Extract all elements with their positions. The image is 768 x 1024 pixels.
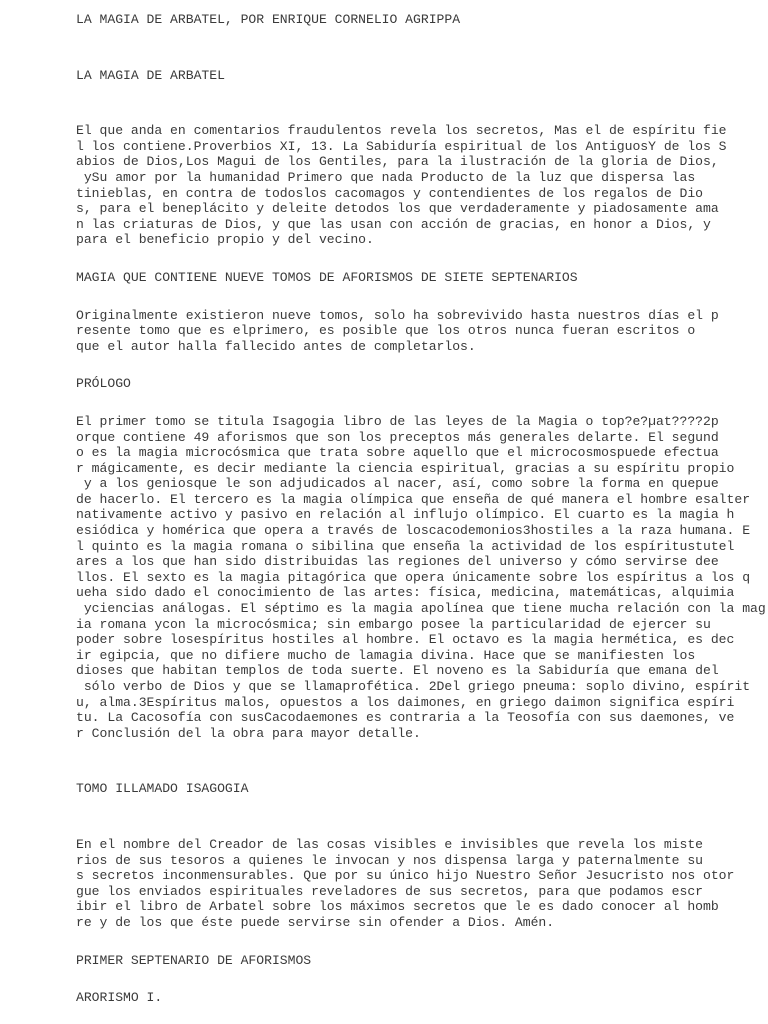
tomo-line: rios de sus tesoros a quienes le invocan y nos dispensa larga y paternalmente su: [76, 852, 704, 868]
prologue-line: yciencias análogas. El séptimo es la magia apolínea que tiene mucha relación con la mag: [76, 601, 766, 617]
section1-line: Originalmente existieron nueve tomos, solo ha sobrevivido hasta nuestros días el p: [76, 307, 719, 323]
prologue-line: ir egipcia, que no difiere mucho de lamagia divina. Hace que se manifiesten los: [76, 647, 696, 663]
intro-line: abios de Dios,Los Magui de los Gentiles, para la ilustración de la gloria de Dios,: [76, 154, 719, 170]
prologue-line: r mágicamente, es decir mediante la ciencia espiritual, gracias a su espíritu propio: [76, 460, 735, 476]
intro-line: l los contiene.Proverbios XI, 13. La Sabiduría espiritual de los AntiguosY de los S: [76, 138, 727, 154]
prologue-paragraph: [76, 413, 766, 741]
prologue-line: El primer tomo se titula Isagogia libro de las leyes de la Magia o top?e?µat????2p: [76, 413, 719, 429]
prologue-line: r Conclusión del la obra para mayor detalle.: [76, 725, 421, 741]
prologue-line: llos. El sexto es la magia pitagórica que opera únicamente sobre los espíritus a los q: [76, 569, 751, 585]
intro-line: n las criaturas de Dios, y que las usan con acción de gracias, en honor a Dios, y: [76, 216, 711, 232]
prologue-line: y a los geniosque le son adjudicados al nacer, así, como sobre la forma en quepue: [76, 476, 719, 492]
tomo-heading: TOMO ILLAMADO ISAGOGIA: [76, 781, 249, 797]
prologue-line: ueha sido dado el conocimiento de las artes: física, medicina, matemáticas, alquimia: [76, 585, 735, 601]
prologue-line: ares a los que han sido distribuidas las regiones del universo y cómo servirse dee: [76, 554, 719, 570]
septenario-heading: PRIMER SEPTENARIO DE AFORISMOS: [76, 952, 312, 968]
intro-line: para el beneficio propio y del vecino.: [76, 232, 374, 248]
section1-line: que el autor halla fallecido antes de completarlos.: [76, 338, 476, 354]
document-page: [76, 12, 766, 1006]
document-header: LA MAGIA DE ARBATEL, POR ENRIQUE CORNELIO AGRIPPA: [76, 12, 461, 27]
prologue-line: ia romana ycon la microcósmica; sin embargo posee la particularidad de ejercer su: [76, 616, 711, 632]
intro-paragraph: [76, 123, 756, 248]
prologue-line: esiódica y homérica que opera a través de loscacodemonios3hostiles a la raza humana. E: [76, 523, 751, 539]
section-heading: MAGIA QUE CONTIENE NUEVE TOMOS DE AFORISMOS DE SIETE SEPTENARIOS: [76, 269, 578, 285]
prologue-line: de hacerlo. El tercero es la magia olímpica que enseña de qué manera el hombre esalter: [76, 491, 751, 507]
document-title: LA MAGIA DE ARBATEL: [76, 67, 225, 83]
intro-line: ySu amor por la humanidad Primero que nada Producto de la luz que dispersa las: [76, 169, 696, 185]
prologue-line: l quinto es la magia romana o sibilina que enseña la actividad de los espíritustutel: [76, 538, 735, 554]
tomo-line: gue los enviados espirituales reveladores de sus secretos, para que podamos escr: [76, 883, 704, 899]
prologue-heading: PRÓLOGO: [76, 376, 131, 392]
prologue-line: sólo verbo de Dios y que se llamaprofética. 2Del griego pneuma: soplo divino, espírit: [76, 679, 751, 694]
aforismo-heading: ARORISMO I.: [76, 990, 163, 1006]
intro-line: tinieblas, en contra de todoslos cacomagos y contendientes de los regalos de Dio: [76, 185, 704, 201]
intro-line: El que anda en comentarios fraudulentos revela los secretos, Mas el de espíritu fie: [76, 123, 727, 139]
prologue-line: dioses que habitan templos de toda suerte. El noveno es la Sabiduría que emana del: [76, 663, 719, 679]
section1-line: resente tomo que es elprimero, es posible que los otros nunca fueran escritos o: [76, 323, 696, 339]
prologue-line: o es la magia microcósmica que trata sobre aquello que el microcosmospuede efectua: [76, 445, 719, 461]
tomo-line: ibir el libro de Arbatel sobre los máximos secretos que le es dado conocer al homb: [76, 899, 719, 915]
tomo-line: En el nombre del Creador de las cosas visibles e invisibles que revela los miste: [76, 836, 704, 852]
prologue-line: u, alma.3Espíritus malos, opuestos a los daimones, en griego daimon significa espíri: [76, 694, 735, 710]
prologue-line: nativamente activo y pasivo en relación al influjo olímpico. El cuarto es la magia h: [76, 507, 735, 523]
tomo-paragraph: [76, 837, 756, 931]
tomo-line: re y de los que éste puede servirse sin ofender a Dios. Amén.: [76, 914, 555, 930]
prologue-line: tu. La Cacosofía con susCacodaemones es contraria a la Teosofía con sus daemones, ve: [76, 710, 735, 726]
prologue-line: poder sobre losespíritus hostiles al hombre. El octavo es la magia hermética, es dec: [76, 632, 735, 648]
intro-line: s, para el beneplácito y deleite detodos los que verdaderamente y piadosamente ama: [76, 201, 719, 217]
prologue-line: orque contiene 49 aforismos que son los preceptos más generales delarte. El segund: [76, 429, 719, 445]
section1-paragraph: [76, 308, 756, 355]
tomo-line: s secretos inconmensurables. Que por su único hijo Nuestro Señor Jesucristo nos otor: [76, 868, 735, 884]
